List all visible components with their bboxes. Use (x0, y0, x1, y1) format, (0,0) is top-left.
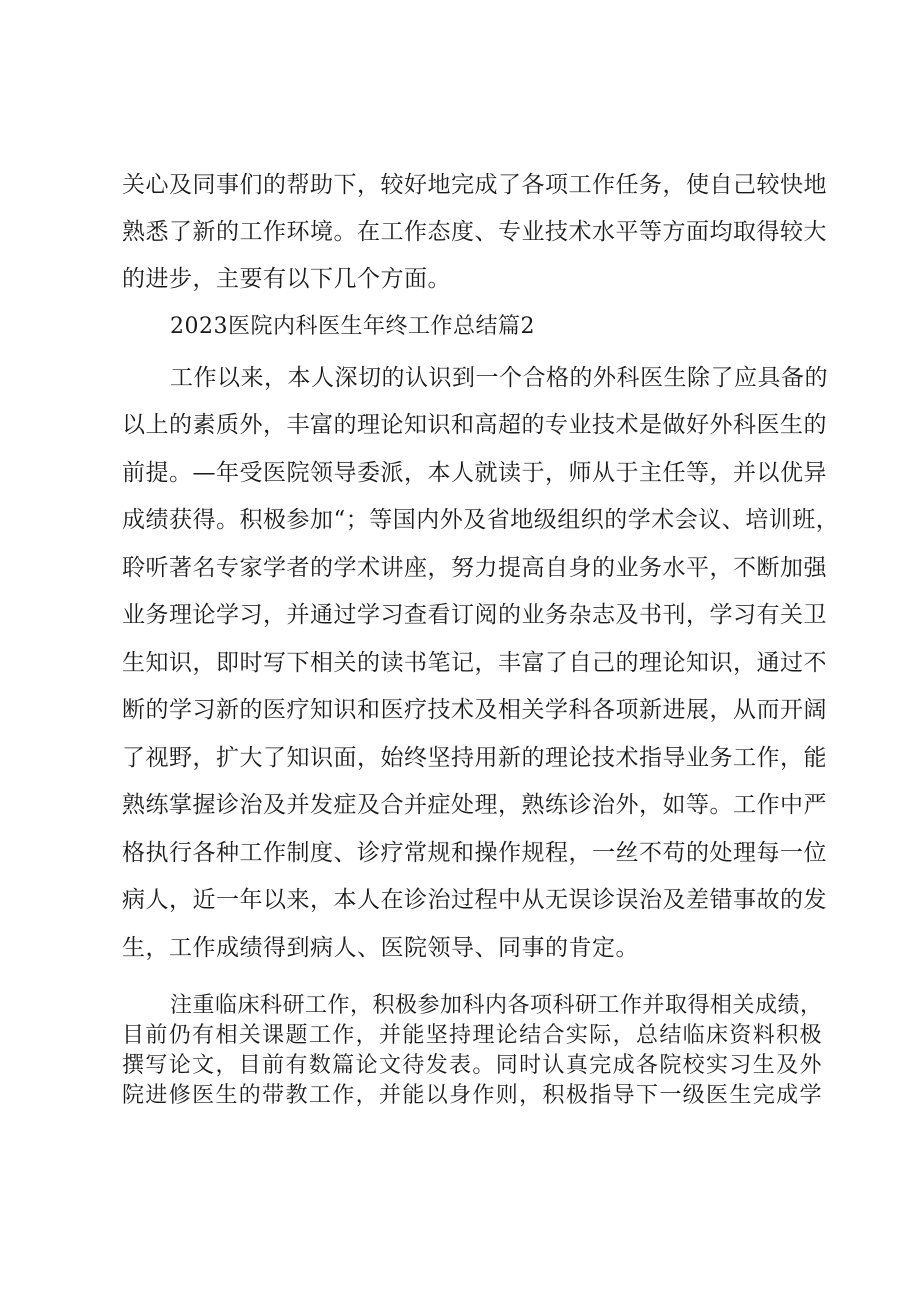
main-line-1: 工作以来，本人深切的认识到一个合格的外科医生除了应具备的 (170, 365, 828, 391)
main-line-13: 生，工作成绩得到病人、医院领导、同事的肯定。 (122, 935, 639, 961)
main-line-9: 了视野，扩大了知识面，始终坚持用新的理论技术指导业务工作，能 (122, 745, 827, 771)
intro-line-2: 熟悉了新的工作环境。在工作态度、专业技术水平等方面均取得较大 (122, 219, 827, 245)
main-line-2: 以上的素质外，丰富的理论知识和高超的专业技术是做好外科医生的 (122, 412, 827, 438)
main-line-3: 前提。—年受医院领导委派，本人就读于，师从于主任等，并以优异 (122, 460, 827, 486)
main-line-11: 格执行各种工作制度、诊疗常规和操作规程，一丝不苟的处理每一位 (122, 840, 827, 866)
research-line-3: 撰写论文，目前有数篇论文待发表。同时认真完成各院校实习生及外 (122, 1053, 822, 1078)
intro-line-3: 的进步，主要有以下几个方面。 (122, 266, 451, 292)
research-line-1: 注重临床科研工作，积极参加科内各项科研工作并取得相关成绩， (170, 993, 823, 1018)
main-line-5: 聆听著名专家学者的学术讲座，努力提高自身的业务水平，不断加强 (122, 555, 827, 581)
main-line-4: 成绩获得。积极参加“；等国内外及省地级组织的学术会议、培训班， (122, 507, 840, 533)
main-line-7: 生知识，即时写下相关的读书笔记，丰富了自己的理论知识，通过不 (122, 650, 827, 676)
main-line-6: 业务理论学习，并通过学习查看订阅的业务杂志及书刊，学习有关卫 (122, 602, 827, 628)
intro-line-1: 关心及同事们的帮助下，较好地完成了各项工作任务，使自己较快地 (122, 172, 827, 198)
section-heading: 2023医院内科医生年终工作总结篇2 (170, 314, 535, 339)
research-line-2: 目前仍有相关课题工作，并能坚持理论结合实际，总结临床资料积极 (122, 1023, 822, 1048)
research-line-4: 院进修医生的带教工作，并能以身作则，积极指导下一级医生完成学 (122, 1083, 822, 1108)
main-line-10: 熟练掌握诊治及并发症及合并症处理，熟练诊治外，如等。工作中严 (122, 792, 827, 818)
main-line-12: 病人，近一年以来，本人在诊治过程中从无误诊误治及差错事故的发 (122, 887, 827, 913)
main-line-8: 断的学习新的医疗知识和医疗技术及相关学科各项新进展，从而开阔 (122, 697, 827, 723)
